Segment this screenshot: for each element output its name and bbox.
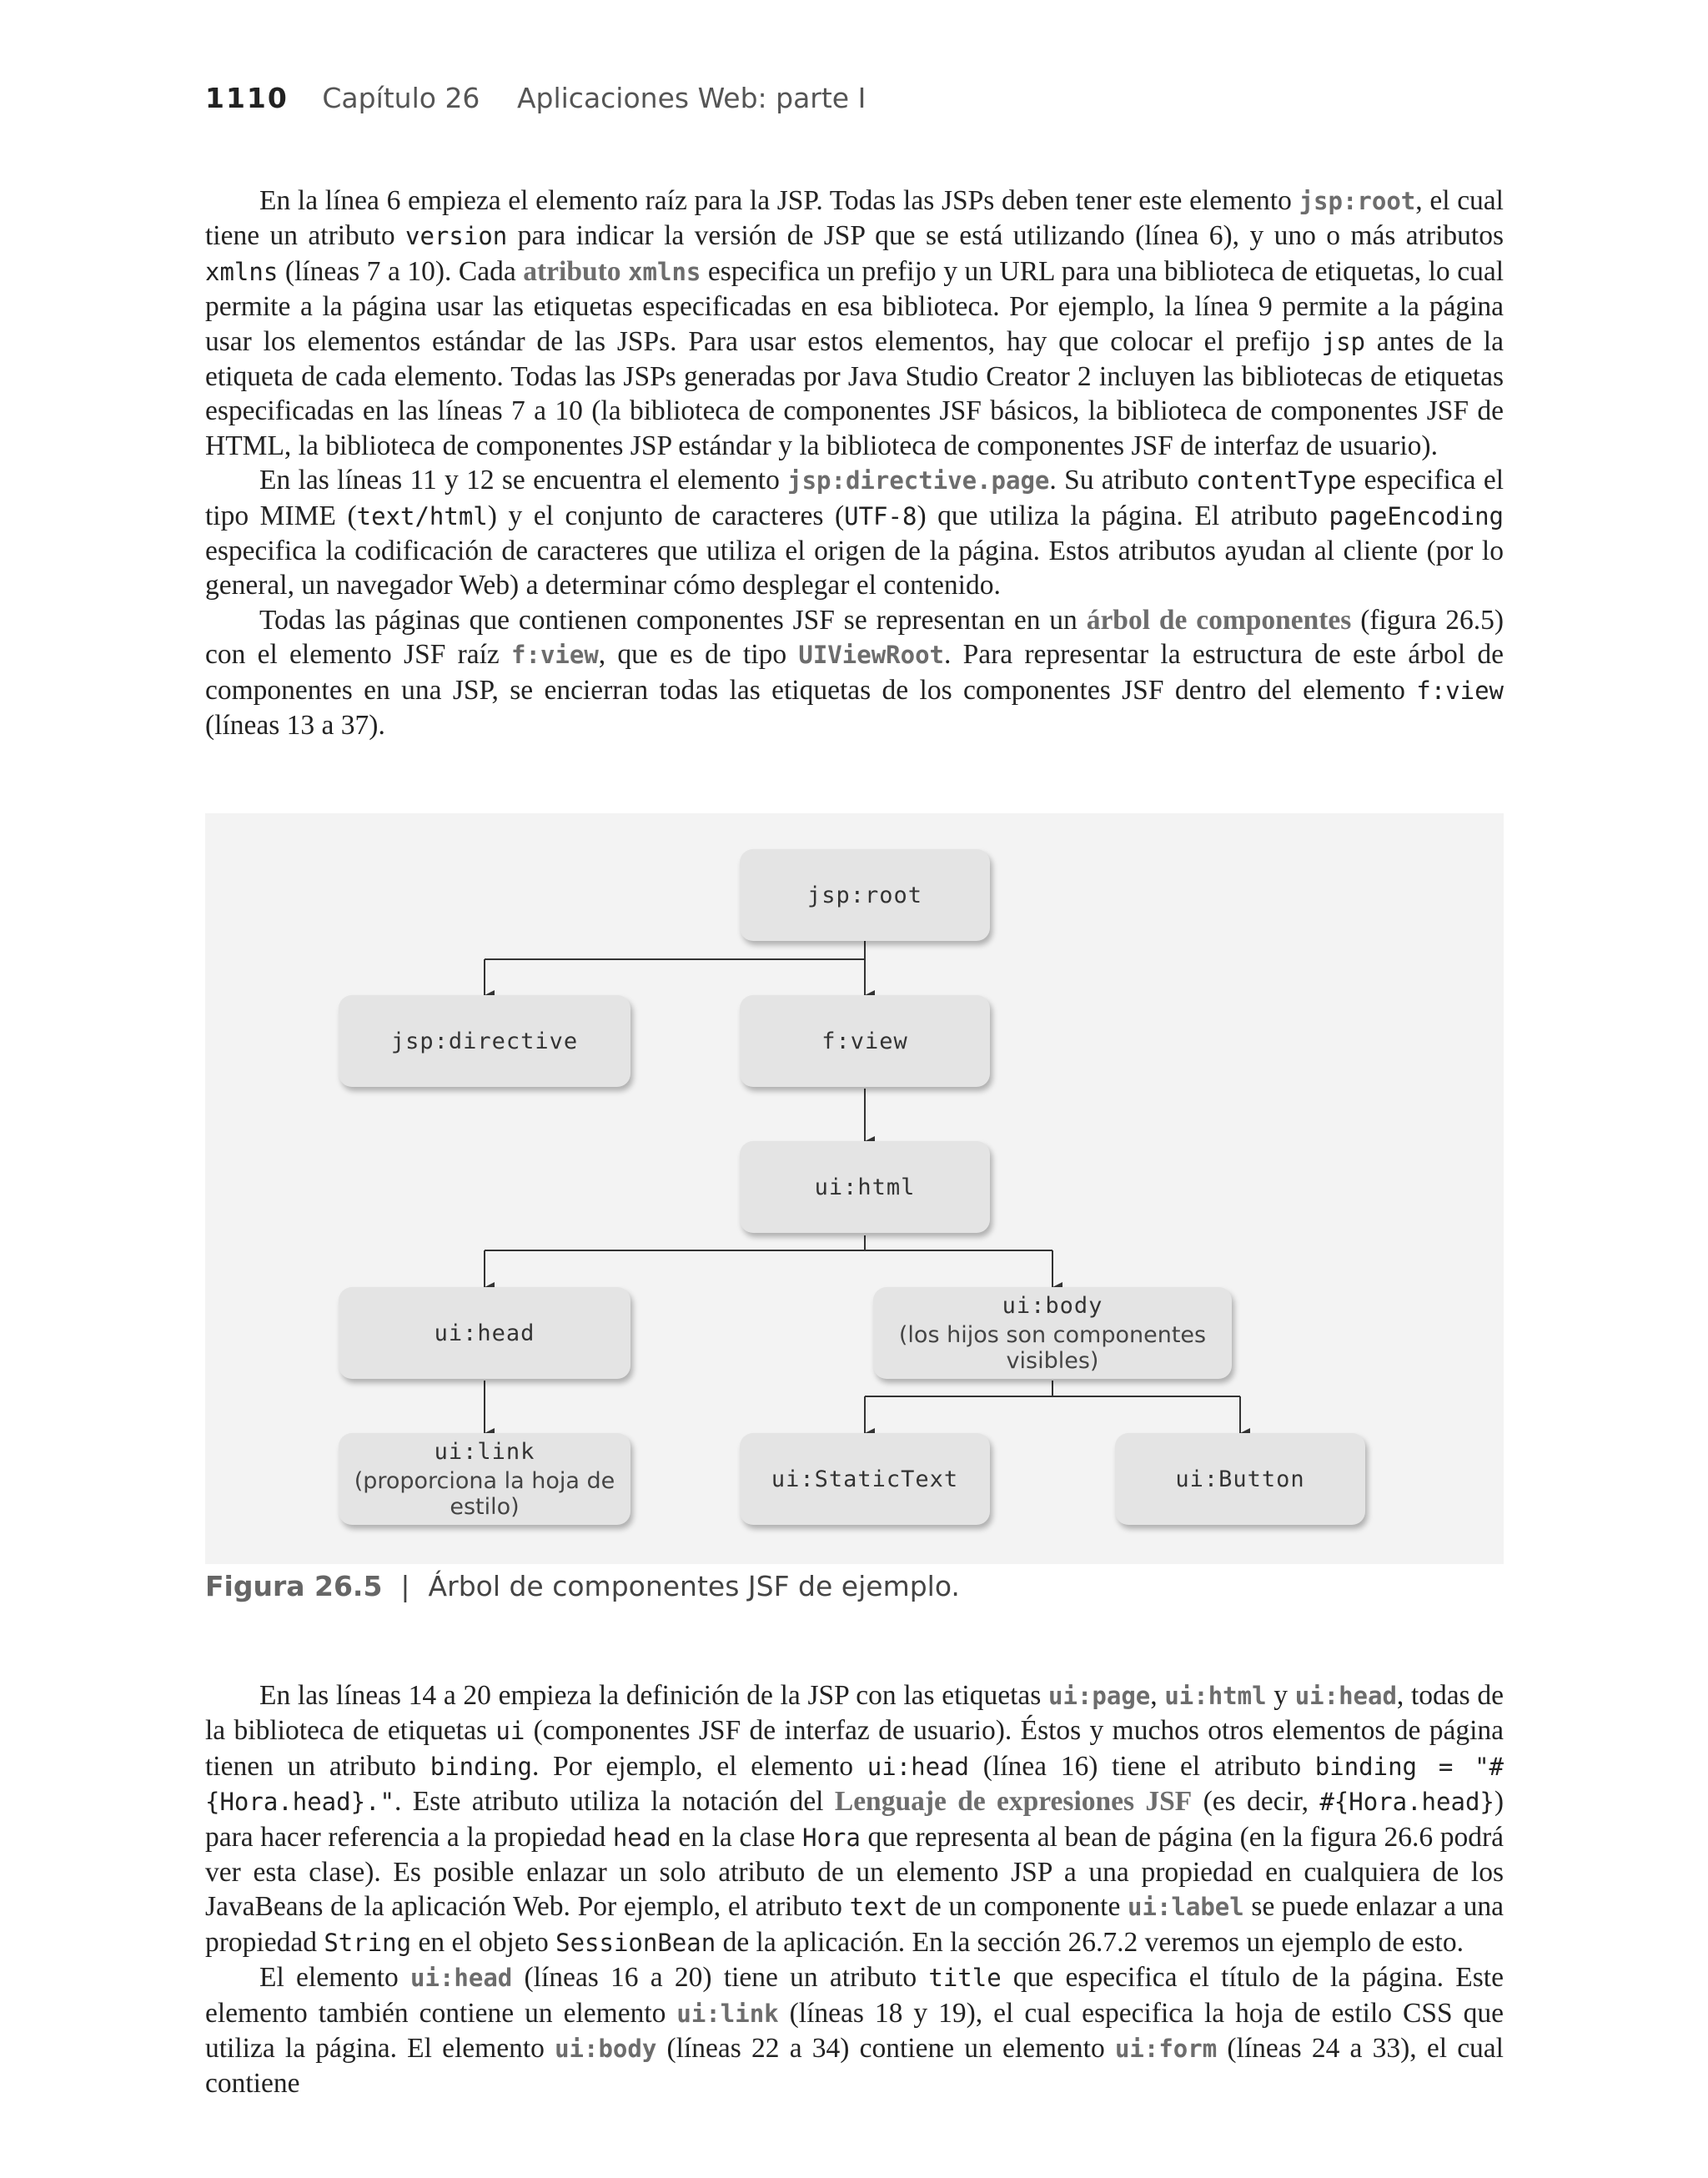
node-ui-link-label: ui:link <box>434 1438 535 1465</box>
node-ui-head <box>339 1287 630 1379</box>
figure-component-tree <box>205 813 1504 1564</box>
node-jsp-root <box>740 849 990 941</box>
code-term: árbol de componentes <box>1086 604 1352 636</box>
paragraph <box>205 1960 1504 2101</box>
body-text-top <box>205 184 1504 743</box>
node-ui-head-label: ui:head <box>434 1320 535 1346</box>
code-term: head <box>612 1823 671 1852</box>
code-term: ui:link <box>676 1999 779 2028</box>
figure-caption-label: Figura 26.5 <box>205 1570 383 1602</box>
code-term: Lenguaje de expresiones JSF <box>834 1786 1193 1818</box>
text-run: , <box>1150 1680 1165 1711</box>
code-term: f:view <box>1416 676 1504 705</box>
node-jsp-directive-label: jsp:directive <box>390 1028 579 1054</box>
text-run: especifica el tipo MIME ( <box>205 465 1505 531</box>
text-run: ) para hacer referencia a la propiedad <box>205 1786 1505 1853</box>
text-run: se puede enlazar a una propiedad <box>205 1891 1504 1958</box>
node-f-view <box>740 995 990 1087</box>
code-term: #{Hora.head} <box>1319 1788 1494 1817</box>
text-run: . Por ejemplo, el elemento <box>531 1750 867 1782</box>
text-run: (líneas 22 a 34) contiene un elemento <box>656 2033 1115 2065</box>
text-run: especifica un prefijo y un URL para una biblioteca de etiquetas, lo cual permite a la página usar las etiquetas especificadas en esa biblioteca. Por ejemplo, la línea 9 permite a la página usar los elementos estándar de las JSPs. Para usar estos elementos, hay que colocar el prefijo <box>205 255 1504 357</box>
code-term: Hora <box>801 1823 861 1852</box>
code-term: jsp <box>1321 327 1366 356</box>
code-term: f:view <box>511 641 599 670</box>
node-ui-body <box>873 1287 1232 1379</box>
code-term: text <box>849 1893 908 1922</box>
figure-caption-separator: | <box>400 1570 410 1602</box>
node-ui-html <box>740 1141 990 1233</box>
text-run: en el objeto <box>411 1926 556 1958</box>
code-term: ui:head <box>867 1752 969 1781</box>
text-run: El elemento <box>259 1962 411 1994</box>
paragraph <box>205 603 1504 743</box>
code-term: xmlns <box>628 257 701 286</box>
code-term: ui:page <box>1048 1682 1151 1710</box>
code-term: title <box>928 1964 1002 1993</box>
code-term: SessionBean <box>555 1928 716 1957</box>
code-term: contentType <box>1196 466 1357 495</box>
code-term: binding <box>430 1752 532 1781</box>
code-term: pageEncoding <box>1329 501 1504 531</box>
node-ui-html-label: ui:html <box>814 1174 916 1200</box>
text-run: (líneas 7 a 10). Cada <box>278 255 524 287</box>
text-run: (figura 26.5) con el elemento JSF raíz <box>205 604 1505 671</box>
paragraph <box>205 463 1504 603</box>
text-run: . Su atributo <box>1049 465 1197 496</box>
text-run: . Este atributo utiliza la notación del <box>394 1786 835 1818</box>
node-ui-link-note: (proporciona la hoja de estilo) <box>354 1467 615 1520</box>
text-run: En las líneas 14 a 20 empieza la definición de la JSP con las etiquetas <box>259 1680 1049 1711</box>
node-ui-button <box>1115 1433 1365 1525</box>
chapter-title: Aplicaciones Web: parte I <box>516 82 867 114</box>
code-term: ui <box>495 1717 525 1746</box>
code-term: jsp:directive.page <box>787 466 1050 495</box>
text-run: que representa al bean de página (en la figura 26.6 podrá ver esta clase). Es posible enlazar un solo atributo de un elemento JSP a una propiedad en cualquiera de los JavaBeans de la aplicación Web. Por ejemplo, el atributo <box>205 1821 1504 1923</box>
code-term: UIViewRoot <box>798 641 944 670</box>
code-term: ui:head <box>410 1964 513 1993</box>
node-ui-body-note: (los hijos son componentes visibles) <box>898 1321 1207 1374</box>
text-run: y <box>1266 1680 1295 1711</box>
text-run: ) y el conjunto de caracteres ( <box>487 500 845 531</box>
body-text-bottom <box>205 1678 1504 2101</box>
text-run: en la clase <box>671 1821 802 1853</box>
code-term: version <box>405 222 508 251</box>
code-term: ui:form <box>1114 2035 1218 2064</box>
text-run: especifica la codificación de caracteres que utiliza el origen de la página. Estos atributos ayudan al cliente (por lo general, un navegador Web) a determinar cómo desplegar el contenido. <box>205 536 1504 601</box>
text-run: (componentes JSF de interfaz de usuario). Éstos y muchos otros elementos de página tienen un atributo <box>205 1715 1505 1782</box>
text-run: , todas de la biblioteca de etiquetas <box>205 1680 1505 1747</box>
text-run: , el cual tiene un atributo <box>205 185 1504 252</box>
text-run: En las líneas 11 y 12 se encuentra el elemento <box>259 465 788 496</box>
node-ui-body-label: ui:body <box>1002 1292 1103 1319</box>
page-number: 1110 <box>205 82 289 114</box>
text-run: de la aplicación. En la sección 26.7.2 veremos un ejemplo de esto. <box>716 1926 1464 1958</box>
text-run: Todas las páginas que contienen componentes JSF se representan en un <box>259 604 1087 636</box>
text-run: de un componente <box>907 1891 1128 1923</box>
code-term: xmlns <box>205 257 279 286</box>
node-jsp-directive <box>339 995 630 1087</box>
code-term: jsp:root <box>1299 187 1416 215</box>
text-run: (líneas 13 a 37). <box>205 710 385 742</box>
code-term: binding = "#{Hora.head}." <box>205 1752 1505 1817</box>
figure-caption <box>205 1570 960 1602</box>
code-term: ui:label <box>1128 1893 1244 1922</box>
text-run: En la línea 6 empieza el elemento raíz para la JSP. Todas las JSPs deben tener este elemento <box>259 185 1299 216</box>
code-term: ui:html <box>1164 1682 1267 1710</box>
text-run: que especifica el título de la página. Este elemento también contiene un elemento <box>205 1962 1504 2029</box>
node-ui-button-label: ui:Button <box>1175 1466 1305 1492</box>
text-run: (línea 16) tiene el atributo <box>969 1750 1315 1782</box>
node-ui-statictext <box>740 1433 990 1525</box>
node-jsp-root-label: jsp:root <box>806 882 923 908</box>
text-run: (es decir, <box>1192 1786 1320 1818</box>
code-term: String <box>324 1928 412 1957</box>
node-ui-statictext-label: ui:StaticText <box>771 1466 959 1492</box>
text-run: ) que utiliza la página. El atributo <box>917 500 1329 531</box>
code-term: atributo <box>523 255 629 287</box>
text-run: . Para representar la estructura de este árbol de componentes en una JSP, se encierran todas las etiquetas de los componentes JSF dentro del elemento <box>205 639 1505 706</box>
chapter-label: Capítulo 26 <box>322 82 480 114</box>
node-f-view-label: f:view <box>821 1028 908 1054</box>
paragraph <box>205 184 1504 463</box>
text-run: antes de la etiqueta de cada elemento. Todas las JSPs generadas por Java Studio Creator 2 incluyen las bibliotecas de etiquetas especificadas en las líneas 7 a 10 (la biblioteca de componentes JSF básicos, la biblioteca de componentes JSF de HTML, la biblioteca de componentes JSP estándar y la biblioteca de componentes JSF de interfaz de usuario). <box>205 325 1504 461</box>
figure-caption-text: Árbol de componentes JSF de ejemplo. <box>428 1570 960 1602</box>
text-run: (líneas 24 a 33), el cual contiene <box>205 2033 1504 2100</box>
paragraph <box>205 1678 1504 1960</box>
text-run: , que es de tipo <box>598 639 799 671</box>
code-term: ui:body <box>555 2035 657 2064</box>
code-term: ui:head <box>1294 1682 1397 1710</box>
text-run: para indicar la versión de JSP que se está utilizando (línea 6), y uno o más atributos <box>507 220 1504 252</box>
text-run: (líneas 18 y 19), el cual especifica la hoja de estilo CSS que utiliza la página. El elemento <box>205 1997 1504 2065</box>
text-run: (líneas 16 a 20) tiene un atributo <box>512 1962 929 1994</box>
node-ui-link <box>339 1433 630 1525</box>
code-term: UTF-8 <box>844 501 917 531</box>
code-term: text/html <box>356 501 488 531</box>
running-header <box>205 82 866 114</box>
